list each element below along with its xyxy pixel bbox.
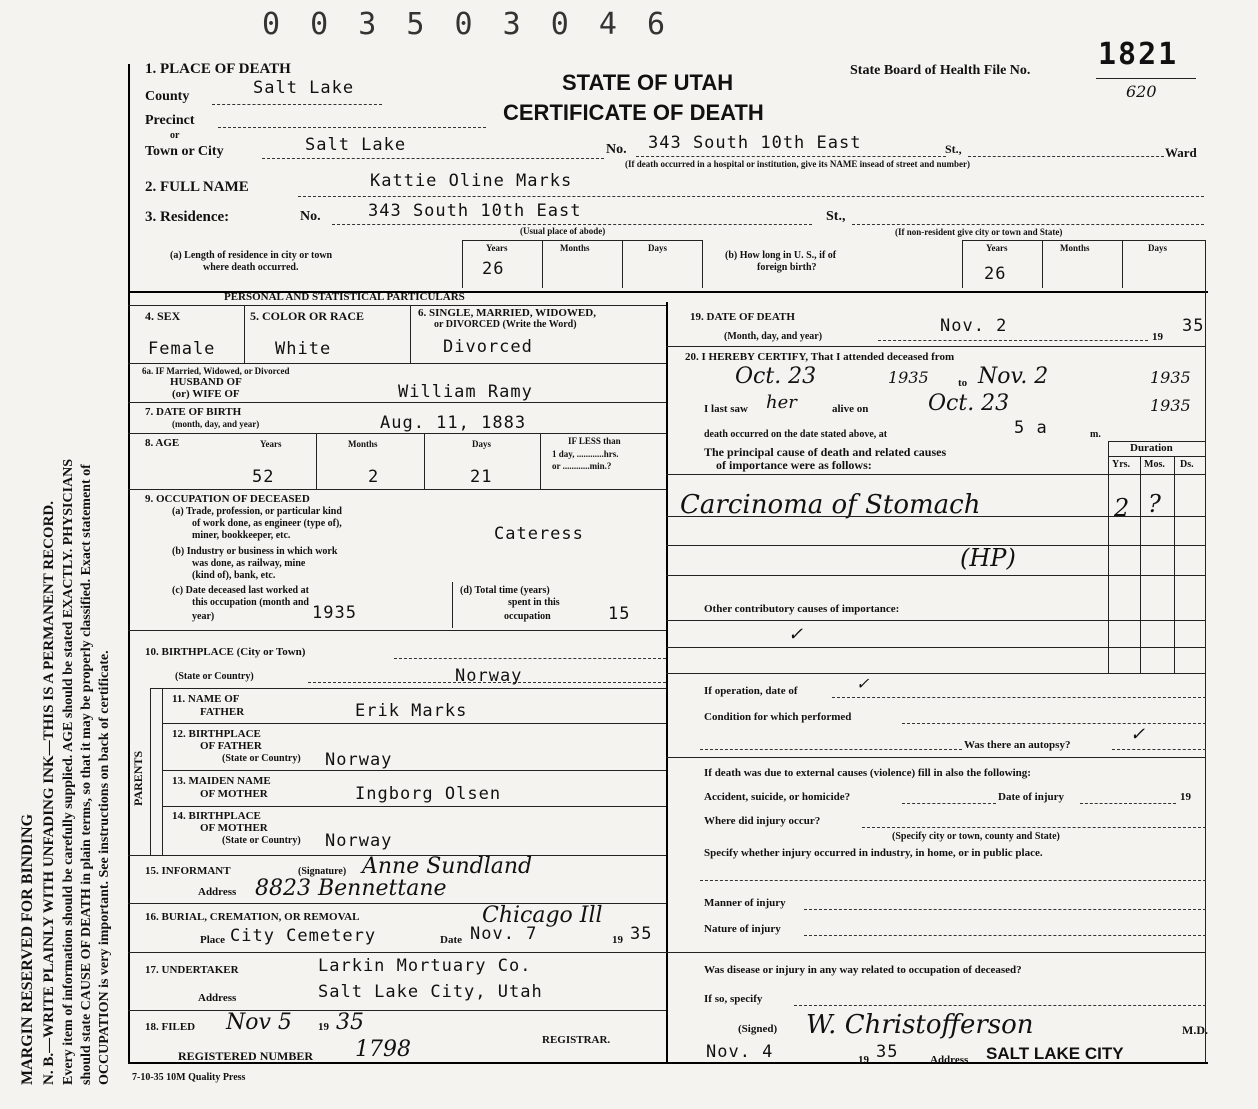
undertaker-label: 17. UNDERTAKER [145,964,239,976]
alive-on-label: alive on [832,403,869,415]
marital-label-b: or DIVORCED (Write the Word) [434,319,577,330]
father-bp-label-b: OF FATHER [200,740,262,752]
dod-label-a: 19. DATE OF DEATH [690,311,795,323]
physician-address-value: SALT LAKE CITY [986,1044,1124,1063]
father-value: Erik Marks [355,701,468,721]
burial-date-label: Date [440,934,462,946]
occ-c1: (c) Date deceased last worked at [172,585,309,596]
occupation-label: 9. OCCUPATION OF DECEASED [145,493,310,505]
color-value: White [275,339,332,359]
death-address: 343 South 10th East [648,133,862,153]
father-label-b: FATHER [200,706,245,718]
less-label-b: 1 day, ............hrs. [552,449,619,459]
file-number: 1821 [1098,37,1179,72]
occ-c3: year) [192,611,215,622]
us-label-a: (b) How long in U. S., if of [725,250,837,261]
duration-mos-label: Mos. [1144,459,1165,470]
us-label-b: foreign birth? [757,262,817,273]
death-time-value: 5 a [1014,418,1048,438]
length-residence-label-a: (a) Length of residence in city or town [170,250,333,261]
signed-year-value: 35 [876,1042,899,1062]
age-years-label: Years [260,439,282,449]
mother-label-b: OF MOTHER [200,788,268,800]
dob-label-b: (month, day, and year) [172,419,260,429]
mother-value: Ingborg Olsen [355,784,502,804]
contrib-mark: ✓ [788,624,804,645]
injury-date-label: Date of injury [998,791,1064,803]
residence-value: 343 South 10th East [368,201,582,221]
res-years-label: Years [486,243,508,253]
informant-label: 15. INFORMANT [145,865,231,877]
length-residence-label-b: where death occurred. [203,262,299,273]
informant-sig-label: (Signature) [298,866,347,877]
margin-instruction-4: OCCUPATION is very important. See instructions on back of certificate. [97,650,112,1085]
duration-label: Duration [1130,442,1173,454]
birthplace-state-label: (State or Country) [175,671,254,682]
full-name-value: Kattie Oline Marks [370,171,573,191]
res-months-label: Months [560,243,590,253]
nonresident-note: (If non-resident give city or town and State) [895,227,1063,237]
filed-year-value: 35 [336,1010,364,1035]
parents-label: PARENTS [131,750,145,806]
mother-bp-label-b: OF MOTHER [200,822,268,834]
undertaker-address-value: Salt Lake City, Utah [318,982,543,1002]
spouse-label-c: (or) WIFE OF [172,388,240,400]
us-months-label: Months [1060,243,1090,253]
last-worked-value: 1935 [312,603,357,623]
age-months-value: 2 [368,467,380,487]
file-label: State Board of Health File No. [850,63,1031,78]
mother-label-a: 13. MAIDEN NAME [172,775,271,787]
mother-bp-value: Norway [325,831,393,851]
margin-instruction-3: should state CAUSE OF DEATH in plain terms, so that it may be properly classified. Exact statement of [79,464,94,1085]
personal-heading: PERSONAL AND STATISTICAL PARTICULARS [224,291,465,303]
spouse-label-b: HUSBAND OF [170,376,242,388]
filed-year-prefix: 19 [318,1021,329,1033]
residence-label: 3. Residence: [145,209,230,225]
where-label: Where did injury occur? [704,815,821,827]
md-label: M.D. [1182,1023,1208,1037]
dob-label-a: 7. DATE OF BIRTH [145,406,242,418]
burial-handwriting: Chicago Ill [482,903,603,928]
cause-value: Carcinoma of Stomach [680,490,981,520]
age-days-label: Days [472,439,492,449]
mother-bp-label-a: 14. BIRTHPLACE [172,810,261,822]
age-days-value: 21 [470,467,493,487]
res-years-value: 26 [482,259,505,279]
printer-line: 7-10-35 10M Quality Press [132,1072,246,1083]
county-label: County [145,89,190,104]
burial-place-label: Place [200,934,226,946]
attend-to-value: Nov. 2 [978,364,1049,389]
last-saw-who: her [766,392,797,413]
county-value: Salt Lake [253,78,355,98]
attend-to-label: to [958,377,968,389]
occ-d3: occupation [504,611,551,622]
total-time-value: 15 [608,604,631,624]
full-name-label: 2. FULL NAME [145,179,249,195]
street-no-label: No. [606,142,627,157]
m-label: m. [1090,429,1101,440]
place-heading: 1. PLACE OF DEATH [145,61,291,77]
attend-from-year: 1935 [888,368,929,387]
town-label: Town or City [145,144,224,159]
cause-note: (HP) [960,544,1016,572]
signed-date-value: Nov. 4 [706,1042,774,1062]
related-label: Was disease or injury in any way related to occupation of deceased? [704,964,1022,976]
ward-label: Ward [1165,145,1197,160]
signed-year-prefix: 19 [858,1054,869,1066]
informant-signature: Anne Sundland [362,854,533,879]
attend-from-value: Oct. 23 [735,364,817,389]
filed-value: Nov 5 [226,1010,292,1035]
registrar-label: REGISTRAR. [542,1034,611,1046]
burial-place-value: City Cemetery [230,926,377,946]
frame-divider-mid [666,302,668,1062]
autopsy-mark: ✓ [1130,724,1146,745]
duration-yrs-label: Yrs. [1112,459,1131,470]
spouse-label-a: 6a. IF Married, Widowed, or Divorced [142,366,290,376]
external-label: If death was due to external causes (violence) fill in also the following: [704,767,1031,779]
age-months-label: Months [348,439,378,449]
margin-instruction-2: Every item of information should be carefully supplied. AGE should be stated EXACTLY. PHYSICIANS [61,458,76,1085]
precinct-label: Precinct [145,113,195,128]
dod-year-prefix: 19 [1152,331,1163,343]
spouse-value: William Ramy [398,382,533,402]
less-label-a: IF LESS than [568,436,621,446]
us-days-label: Days [1148,243,1168,253]
occ-a3: miner, bookkeeper, etc. [192,530,291,541]
burial-label: 16. BURIAL, CREMATION, OR REMOVAL [145,911,360,923]
residence-no-label: No. [300,209,321,224]
contrib-label: Other contributory causes of importance: [704,603,900,615]
specify-city-note: (Specify city or town, county and State) [892,831,1060,842]
dod-label-b: (Month, day, and year) [724,331,823,342]
marital-label-a: 6. SINGLE, MARRIED, WIDOWED, [418,307,596,319]
residence-st-label: St., [826,209,846,224]
res-days-label: Days [648,243,668,253]
informant-address-label: Address [198,886,237,898]
dod-year-value: 35 [1182,316,1205,336]
occ-d2: spent in this [508,597,560,608]
father-bp-label-a: 12. BIRTHPLACE [172,728,261,740]
occurred-label: death occurred on the date stated above, at [704,429,888,440]
occ-a1: (a) Trade, profession, or particular kind [172,506,342,517]
burial-year-value: 35 [630,924,653,944]
father-bp-value: Norway [325,750,393,770]
nature-label: Nature of injury [704,923,781,935]
cause-label-b: of importance were as follows: [716,458,872,472]
us-years-value: 26 [984,264,1007,284]
registered-number-value: 1798 [355,1037,411,1062]
registered-number-label: REGISTERED NUMBER [178,1049,314,1063]
age-label: 8. AGE [145,437,180,449]
occ-a2: of work done, as engineer (type of), [192,518,342,529]
sex-value: Female [148,339,216,359]
mother-bp-label-c: (State or Country) [222,835,301,846]
physician-signature: W. Christofferson [806,1010,1034,1040]
undertaker-value: Larkin Mortuary Co. [318,956,532,976]
filed-label: 18. FILED [145,1021,196,1033]
condition-label: Condition for which performed [704,711,852,723]
signed-label: (Signed) [738,1023,778,1035]
physician-address-label: Address [930,1054,969,1066]
cause-label-a: The principal cause of death and related causes [704,445,947,459]
or-label: or [170,130,180,141]
birthplace-label: 10. BIRTHPLACE (City or Town) [145,646,306,658]
operation-label: If operation, date of [704,685,798,697]
birthplace-value: Norway [455,666,523,686]
duration-ds-label: Ds. [1180,459,1194,470]
age-years-value: 52 [252,467,275,487]
last-saw-label: I last saw [704,403,749,415]
occ-d1: (d) Total time (years) [460,585,550,596]
dod-value: Nov. 2 [940,316,1008,336]
last-saw-value: Oct. 23 [928,391,1010,416]
cause-years-value: 2 [1114,494,1130,522]
occupation-value: Cateress [494,524,584,544]
occ-b1: (b) Industry or business in which work [172,546,338,557]
specify-industry-label: Specify whether injury occurred in industry, in home, or in public place. [704,847,1043,859]
dob-value: Aug. 11, 1883 [380,413,527,433]
sex-label: 4. SEX [145,309,181,323]
margin-instruction-1: N. B.—WRITE PLAINLY WITH UNFADING INK—THIS IS A PERMANENT RECORD. [41,501,57,1085]
last-saw-year: 1935 [1150,396,1191,415]
father-bp-label-c: (State or Country) [222,753,301,764]
usual-abode-note: (Usual place of abode) [520,226,606,236]
cause-months-value: ? [1148,490,1161,518]
manner-label: Manner of injury [704,897,786,909]
burial-year-prefix: 19 [612,934,623,946]
occ-b2: was done, as railway, mine [192,558,306,569]
burial-date-value: Nov. 7 [470,924,538,944]
injury-year-prefix: 19 [1180,791,1191,803]
street-label: St., [945,142,962,156]
marital-value: Divorced [443,337,533,357]
margin-reserved-text: MARGIN RESERVED FOR BINDING [19,813,36,1085]
if-so-label: If so, specify [704,993,763,1005]
color-label: 5. COLOR OR RACE [250,309,365,323]
autopsy-label: Was there an autopsy? [964,739,1071,751]
occ-b3: (kind of), bank, etc. [192,570,276,581]
certificate-title: CERTIFICATE OF DEATH [503,100,764,125]
less-label-c: or ............min.? [552,461,612,471]
frame-left [128,64,130,1064]
operation-mark: ✓ [856,674,870,693]
occ-c2: this occupation (month and [192,597,309,608]
frame-right [1205,240,1206,1062]
us-years-label: Years [986,243,1008,253]
hospital-note: (If death occurred in a hospital or institution, give its NAME insead of street and number) [625,159,971,169]
file-sub-number: 620 [1126,82,1157,101]
father-label-a: 11. NAME OF [172,693,240,705]
undertaker-address-label: Address [198,992,237,1004]
state-title: STATE OF UTAH [562,70,734,95]
town-value: Salt Lake [305,135,407,155]
informant-address: 8823 Bennettane [255,876,447,901]
certify-label: 20. I HEREBY CERTIFY, That I attended deceased from [685,351,955,363]
attend-to-year: 1935 [1150,368,1191,387]
accident-label: Accident, suicide, or homicide? [704,791,851,803]
serial-number: 0 0 3 5 0 3 0 4 6 [262,7,672,42]
